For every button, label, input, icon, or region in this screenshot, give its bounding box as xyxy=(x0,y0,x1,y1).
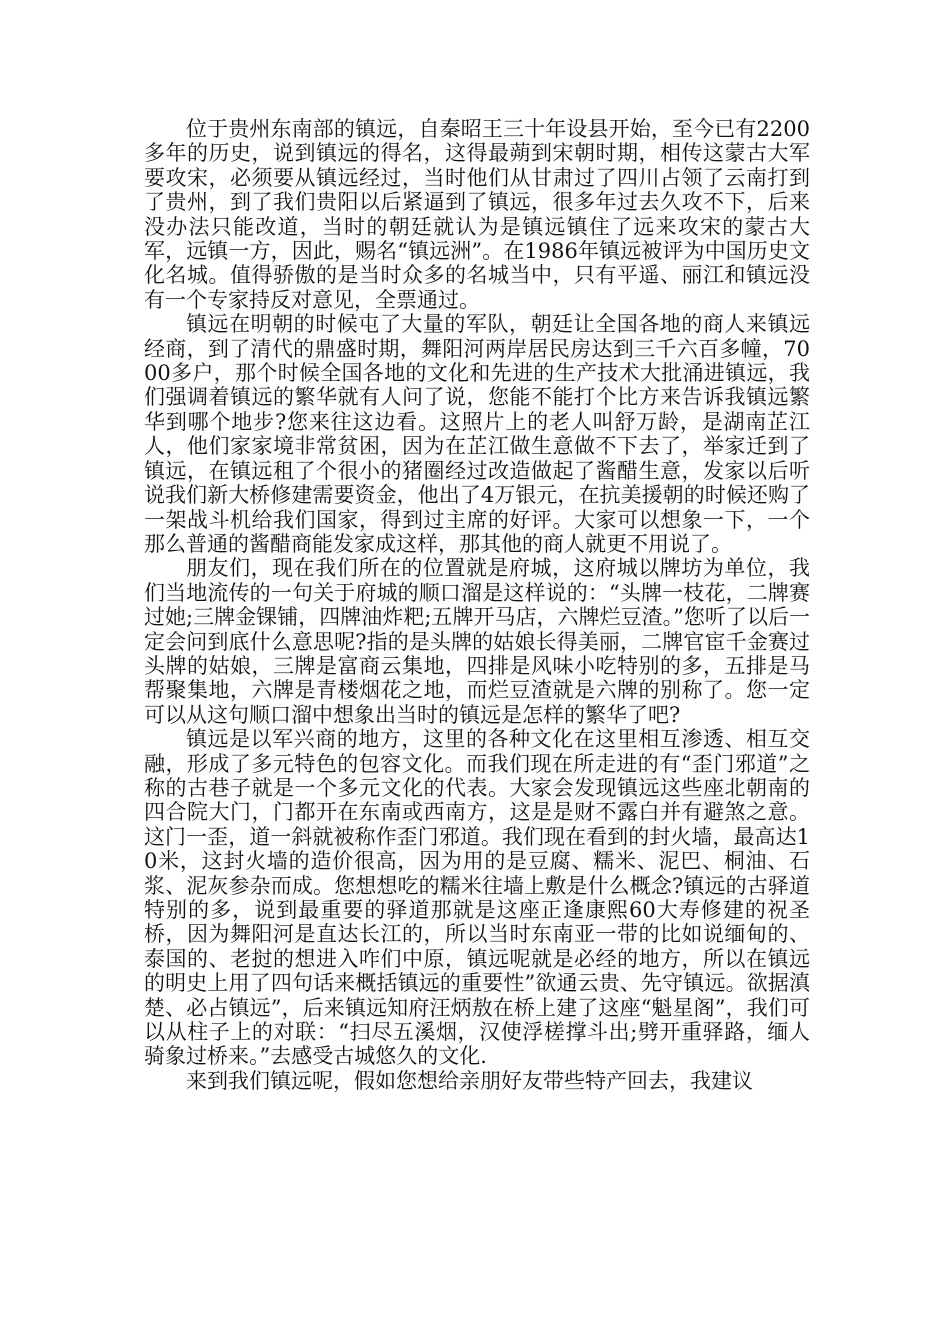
paragraph-2: 镇远在明朝的时候屯了大量的军队，朝廷让全国各地的商人来镇远经商，到了清代的鼎盛时期，舞阳河两岸居民房达到三千六百多幢，7000多户，那个时候全国各地的文化和先进的生产技术大批涌进镇远，我们强调着镇远的繁华就有人问了说，您能不能打个比方来告诉我镇远繁华到哪个地步?您来往这边看。这照片上的老人叫舒万龄，是湖南芷江人，他们家家境非常贫困，因为在芷江做生意做不下去了，举家迁到了镇远，在镇远租了个很小的猪圈经过改造做起了酱醋生意，发家以后听说我们新大桥修建需要资金，他出了4万银元，在抗美援朝的时候还购了一架战斗机给我们国家，得到过主席的好评。大家可以想象一下，一个那么普通的酱醋商能发家成这样，那其他的商人就更不用说了。 xyxy=(144,312,810,556)
paragraph-1: 位于贵州东南部的镇远，自秦昭王三十年设县开始，至今已有2200多年的历史，说到镇远的得名，这得最蒴到宋朝时期，相传这蒙古大军要攻宋，必须要从镇远经过，当时他们从甘肃过了四川占领了云南打到了贵州，到了我们贵阳以后紧逼到了镇远，很多年过去久攻不下，后来没办法只能改道，当时的朝廷就认为是镇远镇住了远来攻宋的蒙古大军，远镇一方，因此，赐名“镇远洲”。在1986年镇远被评为中国历史文化名城。值得骄傲的是当时众多的名城当中，只有平遥、丽江和镇远没有一个专家持反对意见，全票通过。 xyxy=(144,117,810,312)
paragraph-3: 朋友们，现在我们所在的位置就是府城，这府城以牌坊为单位，我们当地流传的一句关于府城的顺口溜是这样说的：“头牌一枝花，二牌赛过她;三牌金锞铺，四牌油炸粑;五牌开马店，六牌烂豆渣。”您听了以后一定会问到底什么意思呢?指的是头牌的姑娘长得美丽，二牌官宦千金赛过头牌的姑娘，三牌是富商云集地，四排是风味小吃特别的多，五排是马帮聚集地，六牌是青楼烟花之地，而烂豆渣就是六牌的别称了。您一定可以从这句顺口溜中想象出当时的镇远是怎样的繁华了吧? xyxy=(144,556,810,727)
paragraph-4: 镇远是以军兴商的地方，这里的各种文化在这里相互渗透、相互交融，形成了多元特色的包容文化。而我们现在所走进的有“歪门邪道”之称的古巷子就是一个多元文化的代表。大家会发现镇远这些座北朝南的四合院大门，门都开在东南或西南方，这是是财不露白并有避煞之意。这门一歪，道一斜就被称作歪门邪道。我们现在看到的封火墙，最高达10米，这封火墙的造价很高，因为用的是豆腐、糯米、泥巴、桐油、石浆、泥灰参杂而成。您想想吃的糯米往墙上敷是什么概念?镇远的古驿道特别的多，说到最重要的驿道那就是这座正逢康熙60大寿修建的祝圣桥，因为舞阳河是直达长江的，所以当时东南亚一带的比如说缅甸的、泰国的、老挝的想进入咋们中原，镇远呢就是必经的地方，所以在镇远的明史上用了四句话来概括镇远的重要性”欲通云贵、先守镇远。欲据滇楚、必占镇远”，后来镇远知府汪炳敖在桥上建了这座“魁星阁”，我们可以从柱子上的对联：“扫尽五溪烟，汉使浮槎撑斗出;劈开重驿路，缅人骑象过桥来。”去感受古城悠久的文化. xyxy=(144,727,810,1069)
paragraph-5: 来到我们镇远呢，假如您想给亲朋好友带些特产回去，我建议 xyxy=(186,1068,753,1093)
document-page xyxy=(144,117,810,1093)
